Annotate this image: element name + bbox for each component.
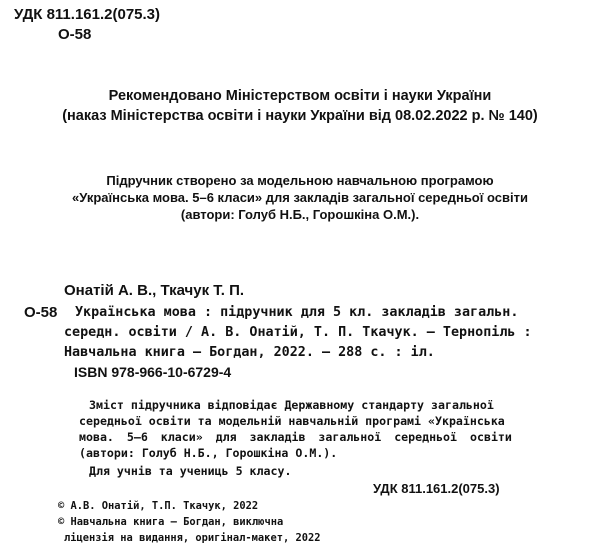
- catalog-desc-line-1: Українська мова : підручник для 5 кл. закладів загальн.: [75, 305, 519, 320]
- cipher-top: О-58: [58, 26, 92, 43]
- recommendation-line-2: (наказ Міністерства освіти і науки України від 08.02.2022 р. № 140): [62, 108, 538, 124]
- catalog-cipher: О-58: [24, 304, 58, 321]
- catalog-abstract-line-1: Зміст підручника відповідає Державному стандарту загальної: [89, 398, 494, 412]
- catalog-audience: Для учнів та учениць 5 класу.: [89, 464, 292, 478]
- copyright-line-3: ліцензія на видання, оригінал-макет, 2022: [64, 532, 321, 544]
- program-note-line-2: «Українська мова. 5–6 класи» для закладів загальної середньої освіти: [72, 190, 528, 205]
- catalog-isbn: ISBN 978-966-10-6729-4: [74, 364, 232, 380]
- copyright-line-1: © А.В. Онатій, Т.П. Ткачук, 2022: [58, 500, 259, 512]
- catalog-abstract-line-3: мова. 5–6 класи» для закладів загальної середньої освіти: [79, 430, 512, 444]
- program-note-line-3: (автори: Голуб Н.Б., Горошкіна О.М.).: [180, 207, 420, 222]
- catalog-desc-line-3: Навчальна книга — Богдан, 2022. — 288 с. : іл.: [64, 345, 435, 360]
- udk-bottom: УДК 811.161.2(075.3): [373, 481, 500, 496]
- udk-top: УДК 811.161.2(075.3): [14, 6, 161, 23]
- program-note-line-1: Підручник створено за модельною навчальною програмою: [106, 173, 494, 188]
- copyright-line-2: © Навчальна книга — Богдан, виключна: [58, 516, 284, 528]
- recommendation-line-1: Рекомендовано Міністерством освіти і науки України: [108, 88, 492, 104]
- catalog-abstract-line-2: середньої освіти та модельній навчальній програмі «Українська: [79, 414, 505, 428]
- catalog-abstract-line-4: (автори: Голуб Н.Б., Горошкіна О.М.).: [79, 446, 338, 460]
- catalog-authors: Онатій А. В., Ткачук Т. П.: [64, 282, 245, 299]
- catalog-desc-line-2: середн. освіти / А. В. Онатій, Т. П. Ткачук. — Тернопіль :: [64, 325, 532, 340]
